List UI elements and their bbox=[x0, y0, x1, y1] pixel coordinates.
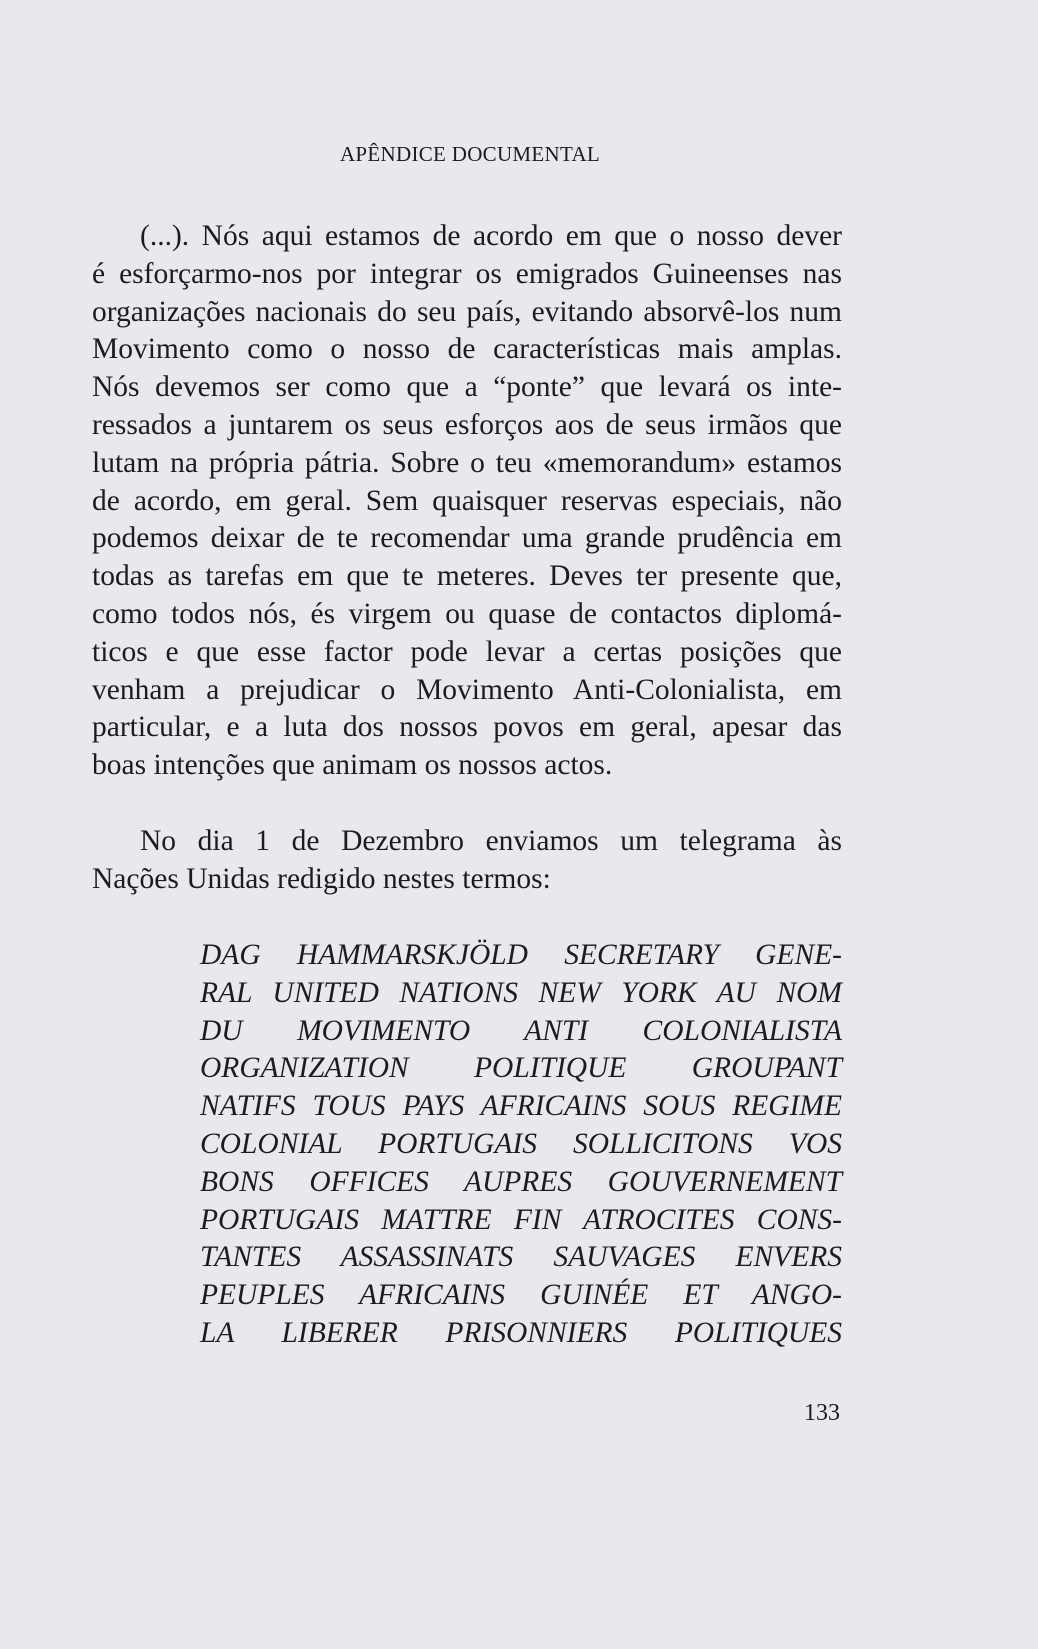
telegram-quote bbox=[200, 937, 842, 1353]
text-line: organizações nacionais do seu país, evitando absorvê-los num bbox=[92, 295, 842, 328]
page-number: 133 bbox=[804, 1400, 840, 1426]
text-line: é esforçarmo-nos por integrar os emigrados Guineenses nas bbox=[92, 257, 842, 290]
text-line: boas intenções que animam os nossos actos. bbox=[92, 749, 613, 782]
text-line: RAL UNITED NATIONS NEW YORK AU NOM bbox=[200, 976, 842, 1009]
text-line: (...). Nós aqui estamos de acordo em que o nosso dever bbox=[140, 220, 842, 252]
text-line: PEUPLES AFRICAINS GUINÉE ET ANGO- bbox=[200, 1279, 842, 1312]
text-line: todas as tarefas em que te meteres. Deves ter presente que, bbox=[92, 560, 842, 593]
text-line: particular, e a luta dos nossos povos em geral, apesar das bbox=[92, 711, 842, 744]
text-line: ticos e que esse factor pode levar a certas posições que bbox=[92, 635, 842, 668]
text-line: de acordo, em geral. Sem quaisquer reservas especiais, não bbox=[92, 484, 842, 517]
text-line: PORTUGAIS MATTRE FIN ATROCITES CONS- bbox=[200, 1203, 842, 1236]
text-line: LA LIBERER PRISONNIERS POLITIQUES bbox=[200, 1316, 842, 1349]
text-line: venham a prejudicar o Movimento Anti-Colonialista, em bbox=[92, 673, 842, 706]
text-line: Movimento como o nosso de características mais amplas. bbox=[92, 333, 842, 366]
running-header: APÊNDICE DOCUMENTAL bbox=[339, 142, 601, 166]
text-line: Nações Unidas redigido nestes termos: bbox=[92, 862, 551, 895]
text-line: ressados a juntarem os seus esforços aos de seus irmãos que bbox=[92, 408, 842, 441]
text-line: ORGANIZATION POLITIQUE GROUPANT bbox=[200, 1052, 842, 1085]
text-line: DAG HAMMARSKJÖLD SECRETARY GENE- bbox=[200, 939, 842, 971]
text-line: NATIFS TOUS PAYS AFRICAINS SOUS REGIME bbox=[200, 1090, 842, 1123]
text-line: No dia 1 de Dezembro enviamos um telegrama às bbox=[140, 825, 842, 857]
text-line: COLONIAL PORTUGAIS SOLLICITONS VOS bbox=[200, 1127, 842, 1160]
text-line: lutam na própria pátria. Sobre o teu «memorandum» estamos bbox=[92, 446, 842, 479]
text-line: TANTES ASSASSINATS SAUVAGES ENVERS bbox=[200, 1241, 842, 1274]
text-line: DU MOVIMENTO ANTI COLONIALISTA bbox=[200, 1014, 842, 1047]
text-line: BONS OFFICES AUPRES GOUVERNEMENT bbox=[200, 1165, 842, 1198]
text-line: podemos deixar de te recomendar uma grande prudência em bbox=[92, 522, 842, 555]
paragraph-letter bbox=[92, 218, 842, 785]
text-line: Nós devemos ser como que a “ponte” que levará os inte- bbox=[92, 371, 842, 404]
text-line: como todos nós, és virgem ou quase de contactos diplomá- bbox=[92, 597, 842, 630]
paragraph-telegram-intro bbox=[92, 823, 842, 899]
